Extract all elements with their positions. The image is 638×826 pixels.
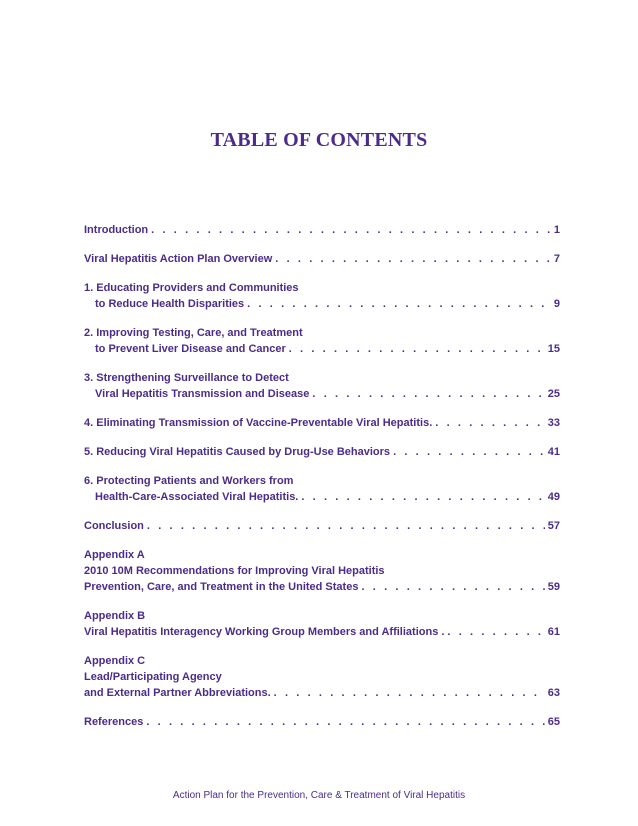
toc-entry-appendix-c[interactable] (84, 653, 560, 701)
dot-leader (301, 489, 544, 505)
toc-entry-section-5[interactable] (84, 444, 560, 460)
toc-entry-subtitle: and External Partner Abbreviations. (84, 687, 271, 699)
toc-entry-subtitle: Lead/Participating Agency (84, 671, 222, 683)
toc-entry-title: Appendix B (84, 610, 146, 622)
toc-page-number: 15 (547, 343, 560, 355)
toc-entry-subtitle: Health-Care-Associated Viral Hepatitis. (95, 491, 299, 503)
toc-entry-section-4[interactable] (84, 415, 560, 431)
toc-entry-title: 5. Reducing Viral Hepatitis Caused by Drug-Use Behaviors (84, 446, 391, 458)
toc-entry-title: Appendix C (84, 655, 146, 667)
dot-leader (361, 579, 544, 595)
dot-leader (151, 222, 551, 238)
page-footer: Action Plan for the Prevention, Care & Treatment of Viral Hepatitis (172, 790, 466, 801)
toc-page-number: 41 (547, 446, 560, 458)
toc-entry-title: Appendix A (84, 549, 145, 561)
toc-page-number: 57 (547, 520, 560, 532)
dot-leader (435, 415, 544, 431)
toc-page-number: 49 (547, 491, 560, 503)
toc-entry-title: 4. Eliminating Transmission of Vaccine-Preventable Viral Hepatitis. (84, 417, 433, 429)
dot-leader (146, 714, 544, 730)
toc-entry-references[interactable] (84, 714, 560, 730)
toc-entry-title: Introduction (84, 224, 149, 236)
dot-leader (275, 251, 551, 267)
toc-entry-title: References (84, 716, 144, 728)
toc-page-number: 65 (547, 716, 560, 728)
dot-leader (147, 518, 545, 534)
dot-leader (274, 685, 545, 701)
toc-page-number: 63 (547, 687, 560, 699)
toc-entry-introduction[interactable] (84, 222, 560, 238)
toc-entry-conclusion[interactable] (84, 518, 560, 534)
toc-page-number: 1 (553, 224, 560, 236)
toc-entry-subtitle: Viral Hepatitis Interagency Working Group Members and Affiliations . (84, 626, 445, 638)
toc-entry-title: Viral Hepatitis Action Plan Overview (84, 253, 273, 265)
toc-entry-title: Conclusion (84, 520, 144, 532)
page-title: TABLE OF CONTENTS (210, 129, 428, 151)
toc-entry-subtitle: to Prevent Liver Disease and Cancer (95, 343, 286, 355)
toc-page-number: 33 (547, 417, 560, 429)
toc-entry-title: 2. Improving Testing, Care, and Treatment (84, 327, 303, 339)
toc-page-number: 61 (547, 626, 560, 638)
toc-entry-subtitle: Prevention, Care, and Treatment in the United States (84, 581, 359, 593)
toc-entry-title: 1. Educating Providers and Communities (84, 282, 299, 294)
toc-entry-subtitle: to Reduce Health Disparities (95, 298, 245, 310)
toc-entry-appendix-b[interactable] (84, 608, 560, 640)
toc-entry-section-6[interactable] (84, 473, 560, 505)
table-of-contents (84, 222, 560, 743)
dot-leader (247, 296, 551, 312)
toc-entry-section-3[interactable] (84, 370, 560, 402)
toc-page-number: 25 (547, 388, 560, 400)
dot-leader (447, 624, 544, 640)
toc-entry-title: 6. Protecting Patients and Workers from (84, 475, 294, 487)
toc-entry-overview[interactable] (84, 251, 560, 267)
toc-entry-section-1[interactable] (84, 280, 560, 312)
toc-page-number: 7 (553, 253, 560, 265)
toc-entry-title: 3. Strengthening Surveillance to Detect (84, 372, 289, 384)
dot-leader (289, 341, 545, 357)
toc-entry-subtitle: 2010 10M Recommendations for Improving Viral Hepatitis (84, 565, 385, 577)
toc-entry-subtitle: Viral Hepatitis Transmission and Disease (95, 388, 310, 400)
toc-entry-appendix-a[interactable] (84, 547, 560, 595)
toc-page-number: 9 (553, 298, 560, 310)
dot-leader (312, 386, 544, 402)
dot-leader (393, 444, 545, 460)
toc-page-number: 59 (547, 581, 560, 593)
toc-entry-section-2[interactable] (84, 325, 560, 357)
